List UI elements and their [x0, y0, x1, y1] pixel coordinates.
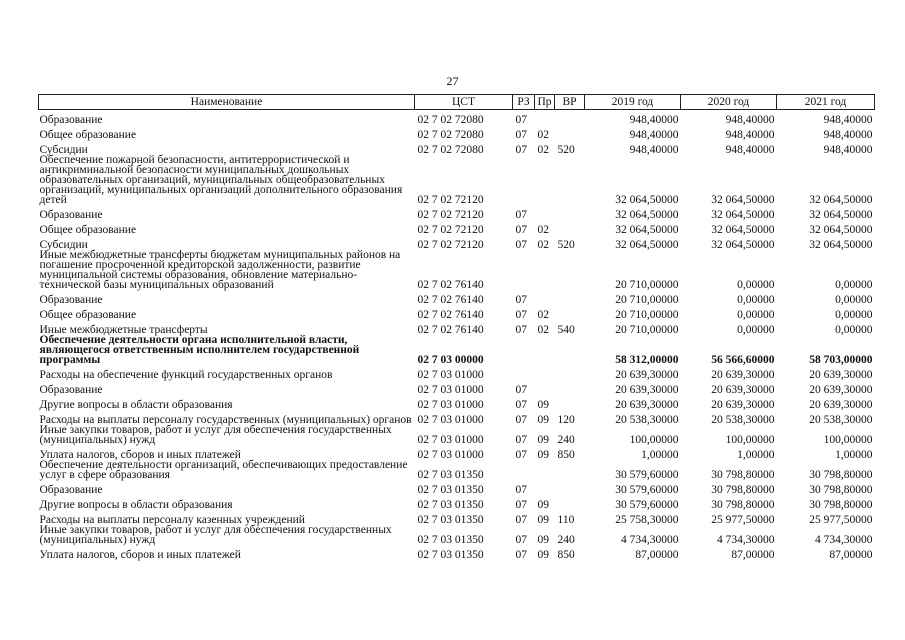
row-2021: 0,00000 — [835, 294, 873, 306]
row-2019: 32 064,50000 — [615, 224, 679, 236]
row-2019: 32 064,50000 — [615, 239, 679, 251]
row-rz: 07 — [515, 499, 527, 511]
row-2020: 32 064,50000 — [711, 194, 775, 206]
row-2019: 948,40000 — [629, 144, 679, 156]
row-vr — [555, 155, 585, 205]
row-rz: 07 — [515, 239, 527, 251]
row-cst: 02 7 03 00000 — [417, 354, 484, 366]
row-name: Образование — [39, 294, 103, 306]
row-2019: 25 758,30000 — [615, 514, 679, 526]
row-pr: 09 — [537, 449, 549, 461]
row-2021: 87,00000 — [829, 549, 873, 561]
row-2019: 20 710,00000 — [615, 279, 679, 291]
row-name: Общее образование — [39, 309, 137, 321]
row-pr — [535, 250, 555, 290]
row-name: Субсидии — [39, 144, 88, 156]
row-2021: 32 064,50000 — [809, 239, 873, 251]
table-row — [39, 335, 875, 365]
row-cst: 02 7 02 72080 — [417, 114, 484, 126]
row-2019: 948,40000 — [629, 129, 679, 141]
table-body — [39, 110, 875, 561]
row-vr — [555, 250, 585, 290]
row-2020: 0,00000 — [737, 309, 775, 321]
row-cst: 02 7 03 01000 — [417, 414, 484, 426]
row-2019: 1,00000 — [641, 449, 679, 461]
table-row — [39, 250, 875, 290]
row-2019: 20 710,00000 — [615, 309, 679, 321]
column-header-cst: ЦСТ — [415, 95, 513, 110]
row-rz — [513, 460, 535, 480]
column-header-pr: Пр — [535, 95, 555, 110]
row-name: Образование — [39, 209, 103, 221]
row-name: Образование — [39, 484, 103, 496]
row-2021: 0,00000 — [835, 309, 873, 321]
row-2019: 20 639,30000 — [615, 399, 679, 411]
row-2021: 100,00000 — [823, 434, 873, 446]
row-2021: 948,40000 — [823, 129, 873, 141]
row-2020: 56 566,60000 — [711, 354, 775, 366]
row-2021: 4 734,30000 — [815, 534, 873, 546]
budget-table — [38, 94, 875, 560]
table-row — [39, 155, 875, 205]
row-vr: 850 — [557, 549, 575, 561]
row-vr — [555, 290, 585, 305]
row-2019: 30 579,60000 — [615, 484, 679, 496]
row-cst: 02 7 03 01350 — [417, 534, 484, 546]
row-name: Другие вопросы в области образования — [39, 499, 233, 511]
row-pr: 02 — [537, 324, 549, 336]
table-row — [39, 395, 875, 410]
row-pr: 09 — [537, 514, 549, 526]
row-vr: 540 — [557, 324, 575, 336]
row-2020: 0,00000 — [737, 294, 775, 306]
row-2019: 20 538,30000 — [615, 414, 679, 426]
row-name: Иные закупки товаров, работ и услуг для обеспечения государственных (муниципальных) нужд — [39, 524, 392, 546]
row-2019: 20 710,00000 — [615, 294, 679, 306]
row-name: Расходы на выплаты персоналу казенных учреждений — [39, 514, 305, 526]
row-pr — [535, 380, 555, 395]
row-cst: 02 7 03 01000 — [417, 399, 484, 411]
row-rz — [513, 155, 535, 205]
row-2021: 20 639,30000 — [809, 369, 873, 381]
row-2020: 30 798,80000 — [711, 484, 775, 496]
row-2020: 87,00000 — [731, 549, 775, 561]
row-vr — [555, 380, 585, 395]
table-row — [39, 495, 875, 510]
row-cst: 02 7 02 72120 — [417, 209, 484, 221]
row-pr: 09 — [537, 549, 549, 561]
row-pr: 09 — [537, 534, 549, 546]
row-cst: 02 7 02 72080 — [417, 144, 484, 156]
row-2019: 87,00000 — [635, 549, 679, 561]
table-row — [39, 425, 875, 445]
row-2021: 30 798,80000 — [809, 469, 873, 481]
row-rz: 07 — [515, 514, 527, 526]
row-pr — [535, 290, 555, 305]
row-2020: 4 734,30000 — [717, 534, 775, 546]
row-rz: 07 — [515, 114, 527, 126]
row-2020: 20 639,30000 — [711, 369, 775, 381]
row-rz: 07 — [515, 399, 527, 411]
row-pr — [535, 480, 555, 495]
row-cst: 02 7 02 76140 — [417, 279, 484, 291]
row-vr — [555, 495, 585, 510]
row-2019: 20 710,00000 — [615, 324, 679, 336]
table-row — [39, 510, 875, 525]
row-2021: 20 538,30000 — [809, 414, 873, 426]
row-2020: 0,00000 — [737, 324, 775, 336]
row-2021: 20 639,30000 — [809, 399, 873, 411]
row-pr — [535, 335, 555, 365]
row-pr — [535, 205, 555, 220]
row-pr: 09 — [537, 499, 549, 511]
row-vr — [555, 460, 585, 480]
row-vr — [555, 395, 585, 410]
row-2020: 32 064,50000 — [711, 209, 775, 221]
row-cst: 02 7 03 01350 — [417, 549, 484, 561]
row-rz: 07 — [515, 209, 527, 221]
column-header-rz: РЗ — [513, 95, 535, 110]
row-2021: 0,00000 — [835, 279, 873, 291]
row-rz: 07 — [515, 384, 527, 396]
row-vr: 240 — [557, 534, 575, 546]
row-2019: 20 639,30000 — [615, 369, 679, 381]
row-rz: 07 — [515, 224, 527, 236]
row-pr: 09 — [537, 414, 549, 426]
table-row — [39, 445, 875, 460]
row-pr — [535, 110, 555, 126]
row-name: Уплата налогов, сборов и иных платежей — [39, 449, 241, 461]
row-2019: 20 639,30000 — [615, 384, 679, 396]
row-cst: 02 7 03 01350 — [417, 499, 484, 511]
row-rz: 07 — [515, 309, 527, 321]
row-vr: 120 — [557, 414, 575, 426]
row-2019: 30 579,60000 — [615, 499, 679, 511]
row-2021: 0,00000 — [835, 324, 873, 336]
row-name: Иные межбюджетные трансферты — [39, 324, 208, 336]
row-rz — [513, 335, 535, 365]
row-cst: 02 7 02 72120 — [417, 239, 484, 251]
row-2021: 1,00000 — [835, 449, 873, 461]
row-name: Другие вопросы в области образования — [39, 399, 233, 411]
table-row — [39, 365, 875, 380]
row-vr — [555, 305, 585, 320]
row-rz: 07 — [515, 549, 527, 561]
row-2021: 948,40000 — [823, 114, 873, 126]
row-2021: 32 064,50000 — [809, 194, 873, 206]
column-header-vr: ВР — [555, 95, 585, 110]
row-2021: 32 064,50000 — [809, 209, 873, 221]
row-rz — [513, 365, 535, 380]
row-2019: 100,00000 — [629, 434, 679, 446]
row-vr: 240 — [557, 434, 575, 446]
row-2020: 20 538,30000 — [711, 414, 775, 426]
table-row — [39, 305, 875, 320]
table-row — [39, 410, 875, 425]
row-cst: 02 7 03 01000 — [417, 369, 484, 381]
row-name: Иные межбюджетные трансферты бюджетам муниципальных районов на погашение просроченной кредиторской задолженности, развитие муниципальной системы образования, обновление материально-технической базы муниципальных образований — [39, 249, 401, 291]
row-pr — [535, 155, 555, 205]
row-rz: 07 — [515, 484, 527, 496]
row-name: Образование — [39, 384, 103, 396]
row-2021: 32 064,50000 — [809, 224, 873, 236]
table-row — [39, 545, 875, 560]
row-2020: 30 798,80000 — [711, 469, 775, 481]
column-header-2021: 2021 год — [777, 95, 875, 110]
table-row — [39, 380, 875, 395]
row-2020: 25 977,50000 — [711, 514, 775, 526]
row-name: Обеспечение пожарной безопасности, антитеррористической и антикриминальной безопасности муниципальных дошкольных образовательных организаций, муниципальных общеобразовательных организаций, муниципальных организаций дополнительного образования детей — [39, 154, 403, 206]
table-row — [39, 235, 875, 250]
row-cst: 02 7 02 76140 — [417, 324, 484, 336]
row-2020: 100,00000 — [725, 434, 775, 446]
row-2020: 1,00000 — [737, 449, 775, 461]
row-name: Образование — [39, 114, 103, 126]
row-pr — [535, 365, 555, 380]
row-rz: 07 — [515, 294, 527, 306]
row-2019: 58 312,00000 — [615, 354, 679, 366]
row-2020: 32 064,50000 — [711, 224, 775, 236]
row-rz — [513, 250, 535, 290]
row-2021: 58 703,00000 — [809, 354, 873, 366]
row-vr — [555, 480, 585, 495]
row-pr: 02 — [537, 239, 549, 251]
row-vr — [555, 125, 585, 140]
row-vr — [555, 335, 585, 365]
row-vr: 520 — [557, 144, 575, 156]
row-rz: 07 — [515, 534, 527, 546]
row-cst: 02 7 03 01350 — [417, 484, 484, 496]
row-2020: 0,00000 — [737, 279, 775, 291]
row-2019: 30 579,60000 — [615, 469, 679, 481]
table-row — [39, 125, 875, 140]
column-header-2020: 2020 год — [681, 95, 777, 110]
row-name: Субсидии — [39, 239, 88, 251]
row-2020: 30 798,80000 — [711, 499, 775, 511]
row-2021: 25 977,50000 — [809, 514, 873, 526]
row-2021: 30 798,80000 — [809, 499, 873, 511]
row-2021: 20 639,30000 — [809, 384, 873, 396]
row-vr — [555, 220, 585, 235]
row-vr: 110 — [557, 514, 575, 526]
row-2019: 32 064,50000 — [615, 194, 679, 206]
row-pr: 02 — [537, 309, 549, 321]
column-header-2019: 2019 год — [585, 95, 681, 110]
table-row — [39, 290, 875, 305]
row-pr — [535, 460, 555, 480]
row-name: Обеспечение деятельности органа исполнительной власти, являющегося ответственным исполнителем государственной программы — [39, 334, 360, 366]
row-vr — [555, 205, 585, 220]
table-row — [39, 460, 875, 480]
row-cst: 02 7 02 72080 — [417, 129, 484, 141]
row-2019: 4 734,30000 — [621, 534, 679, 546]
row-2020: 20 639,30000 — [711, 384, 775, 396]
table-row — [39, 525, 875, 545]
row-rz: 07 — [515, 129, 527, 141]
row-name: Уплата налогов, сборов и иных платежей — [39, 549, 241, 561]
row-rz: 07 — [515, 144, 527, 156]
row-name: Расходы на выплаты персоналу государственных (муниципальных) органов — [39, 414, 412, 426]
row-vr: 850 — [557, 449, 575, 461]
row-name: Обеспечение деятельности организаций, обеспечивающих предоставление услуг в сфере образования — [39, 459, 408, 481]
row-rz: 07 — [515, 449, 527, 461]
row-cst: 02 7 03 01000 — [417, 449, 484, 461]
row-cst: 02 7 02 72120 — [417, 224, 484, 236]
row-name: Общее образование — [39, 129, 137, 141]
row-2020: 948,40000 — [725, 114, 775, 126]
row-cst: 02 7 03 01000 — [417, 434, 484, 446]
row-name: Общее образование — [39, 224, 137, 236]
row-cst: 02 7 02 72120 — [417, 194, 484, 206]
row-cst: 02 7 03 01350 — [417, 469, 484, 481]
row-pr: 02 — [537, 144, 549, 156]
row-rz: 07 — [515, 434, 527, 446]
table-row — [39, 480, 875, 495]
table-row — [39, 205, 875, 220]
column-header-name: Наименование — [39, 95, 415, 110]
row-2020: 20 639,30000 — [711, 399, 775, 411]
row-2020: 32 064,50000 — [711, 239, 775, 251]
row-cst: 02 7 02 76140 — [417, 294, 484, 306]
row-cst: 02 7 03 01350 — [417, 514, 484, 526]
row-vr — [555, 365, 585, 380]
page-number: 27 — [446, 74, 459, 88]
table-row — [39, 140, 875, 155]
row-vr: 520 — [557, 239, 575, 251]
row-2019: 32 064,50000 — [615, 209, 679, 221]
row-rz: 07 — [515, 324, 527, 336]
row-name: Иные закупки товаров, работ и услуг для обеспечения государственных (муниципальных) нужд — [39, 424, 392, 446]
table-row — [39, 220, 875, 235]
row-pr: 02 — [537, 224, 549, 236]
row-pr: 02 — [537, 129, 549, 141]
table-row — [39, 320, 875, 335]
row-name: Расходы на обеспечение функций государственных органов — [39, 369, 333, 381]
row-rz: 07 — [515, 414, 527, 426]
row-2019: 948,40000 — [629, 114, 679, 126]
table-row — [39, 110, 875, 126]
row-cst: 02 7 02 76140 — [417, 309, 484, 321]
row-vr — [555, 110, 585, 126]
row-2021: 30 798,80000 — [809, 484, 873, 496]
row-cst: 02 7 03 01000 — [417, 384, 484, 396]
row-2020: 948,40000 — [725, 129, 775, 141]
row-2020: 948,40000 — [725, 144, 775, 156]
row-pr: 09 — [537, 434, 549, 446]
row-pr: 09 — [537, 399, 549, 411]
row-2021: 948,40000 — [823, 144, 873, 156]
table-header — [39, 95, 875, 110]
